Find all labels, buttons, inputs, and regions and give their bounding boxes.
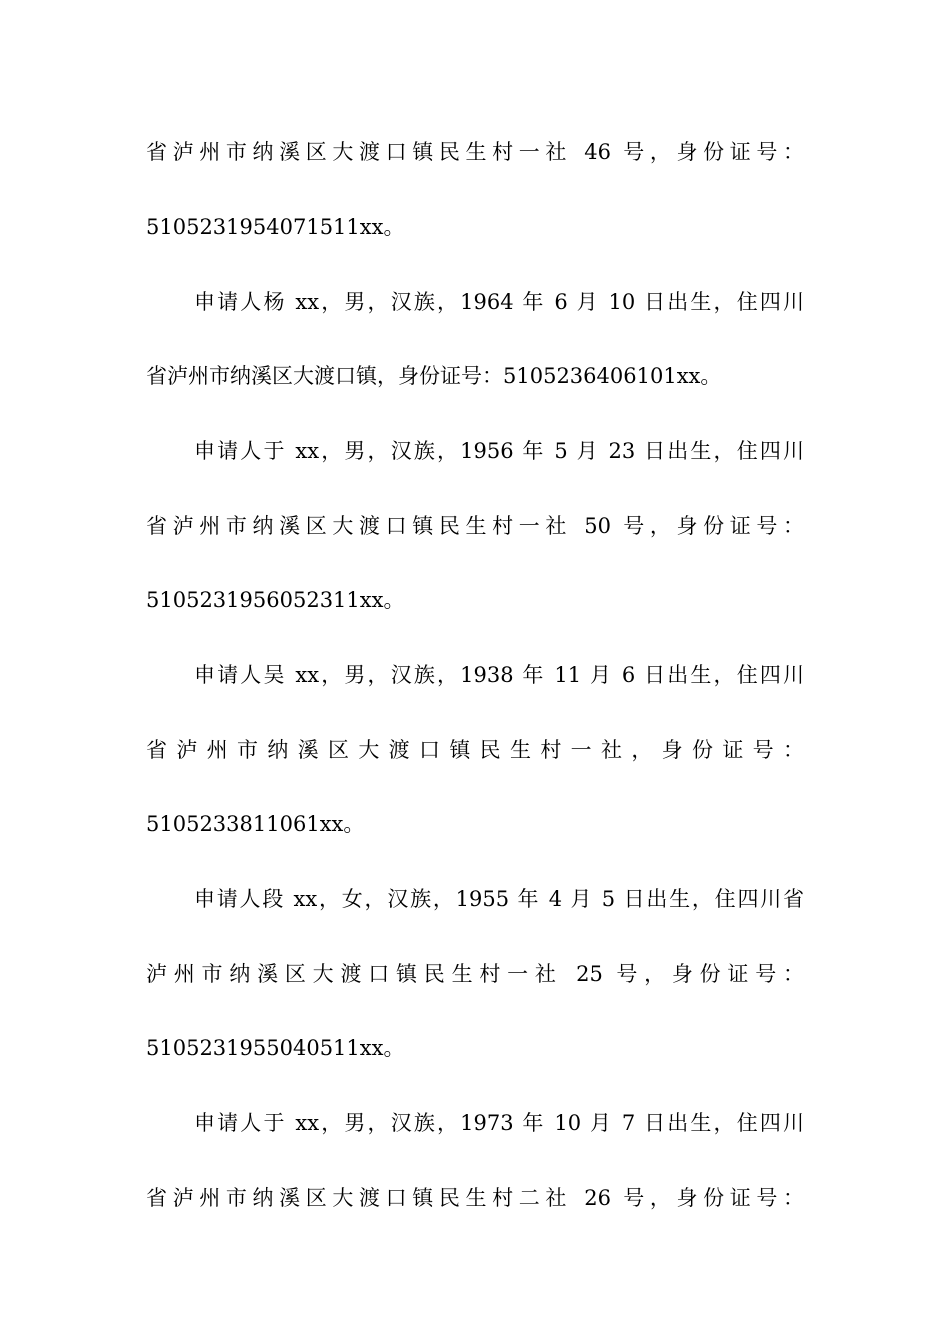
text-line: 省泸州市纳溪区大渡口镇民生村一社 50 号，身份证号： <box>146 514 804 538</box>
text-line: 省泸州市纳溪区大渡口镇，身份证号：5105236406101xx。 <box>146 364 722 388</box>
paragraph-start-line: 申请人于 xx，男，汉族，1956 年 5 月 23 日出生，住四川 <box>194 439 804 463</box>
text-line: 5105231955040511xx。 <box>146 1036 405 1060</box>
text-line: 泸州市纳溪区大渡口镇民生村一社 25 号，身份证号： <box>146 962 804 986</box>
paragraph-start-line: 申请人于 xx，男，汉族，1973 年 10 月 7 日出生，住四川 <box>194 1111 804 1135</box>
text-line: 5105233811061xx。 <box>146 812 365 836</box>
text-line: 省泸州市纳溪区大渡口镇民生村一社，身份证号： <box>146 738 804 762</box>
text-line: 5105231954071511xx。 <box>146 215 405 239</box>
text-line: 5105231956052311xx。 <box>146 588 405 612</box>
paragraph-start-line: 申请人杨 xx，男，汉族，1964 年 6 月 10 日出生，住四川 <box>194 290 804 314</box>
text-line: 省泸州市纳溪区大渡口镇民生村二社 26 号，身份证号： <box>146 1186 804 1210</box>
paragraph-start-line: 申请人吴 xx，男，汉族，1938 年 11 月 6 日出生，住四川 <box>194 663 804 687</box>
paragraph-start-line: 申请人段 xx，女，汉族，1955 年 4 月 5 日出生，住四川省 <box>194 887 804 911</box>
text-line: 省泸州市纳溪区大渡口镇民生村一社 46 号，身份证号： <box>146 140 804 164</box>
